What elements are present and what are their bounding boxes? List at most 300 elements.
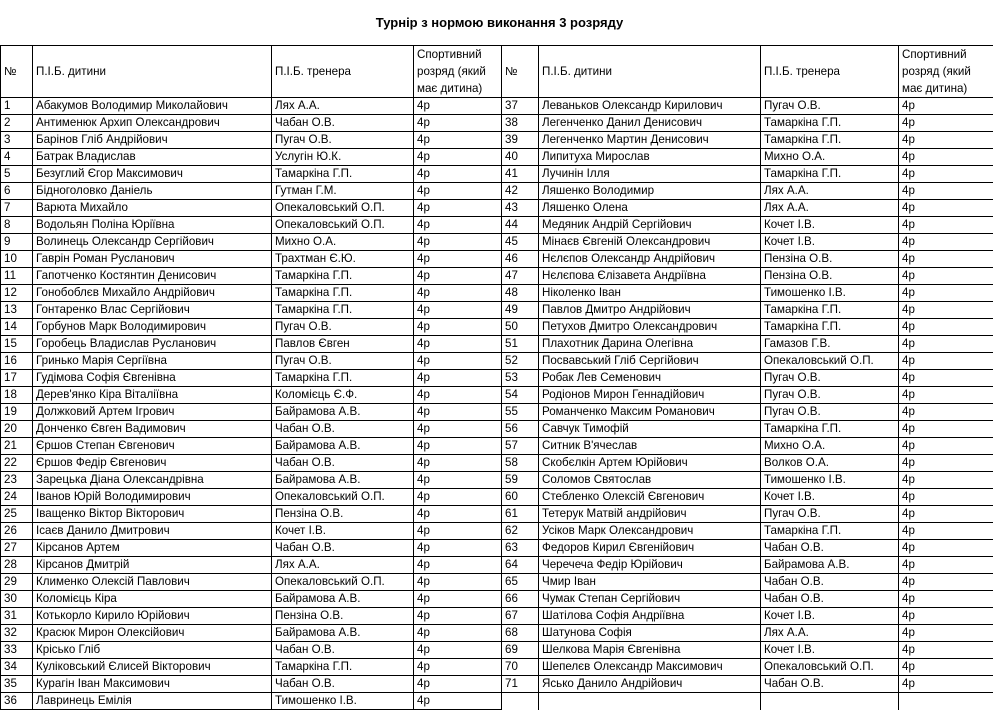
cell-rank: 4р xyxy=(414,353,502,370)
cell-rank: 4р xyxy=(899,251,993,268)
cell-rank: 4р xyxy=(899,183,993,200)
cell-coach-name: Кочет І.В. xyxy=(761,234,899,251)
table-row xyxy=(1,353,993,370)
cell-num: 41 xyxy=(502,166,539,183)
cell-num: 3 xyxy=(1,132,33,149)
cell-rank: 4р xyxy=(414,370,502,387)
cell-num: 39 xyxy=(502,132,539,149)
cell-coach-name: Чабан О.В. xyxy=(272,455,414,472)
cell-child-name: Савчук Тимофій xyxy=(539,421,761,438)
cell-rank: 4р xyxy=(414,557,502,574)
cell-coach-name: Пугач О.В. xyxy=(761,387,899,404)
cell-child-name: Легенченко Мартин Денисович xyxy=(539,132,761,149)
table-row xyxy=(1,455,993,472)
cell-num: 1 xyxy=(1,98,33,115)
cell-rank: 4р xyxy=(414,387,502,404)
cell-num: 35 xyxy=(1,676,33,693)
cell-rank: 4р xyxy=(899,574,993,591)
cell-num: 10 xyxy=(1,251,33,268)
cell-num: 31 xyxy=(1,608,33,625)
cell-num: 68 xyxy=(502,625,539,642)
cell-child-name: Іващенко Віктор Вікторович xyxy=(33,506,272,523)
cell-rank: 4р xyxy=(899,234,993,251)
cell-num: 48 xyxy=(502,285,539,302)
cell-rank: 4р xyxy=(899,302,993,319)
cell-child-name: Красюк Мирон Олексійович xyxy=(33,625,272,642)
cell-child-name: Курагін Іван Максимович xyxy=(33,676,272,693)
participants-table xyxy=(0,45,993,710)
cell-child-name: Горобець Владислав Русланович xyxy=(33,336,272,353)
cell-coach-name: Тамаркіна Г.П. xyxy=(761,319,899,336)
cell-rank: 4р xyxy=(414,149,502,166)
cell-rank: 4р xyxy=(414,540,502,557)
cell-child-name: Дерев'янко Кіра Віталіївна xyxy=(33,387,272,404)
table-row xyxy=(1,591,993,608)
cell-num: 69 xyxy=(502,642,539,659)
cell-coach-name: Пензіна О.В. xyxy=(761,251,899,268)
cell-coach-name: Чабан О.В. xyxy=(761,574,899,591)
table-row xyxy=(1,149,993,166)
cell-num: 47 xyxy=(502,268,539,285)
cell-num: 52 xyxy=(502,353,539,370)
cell-child-name: Ніколенко Іван xyxy=(539,285,761,302)
cell-num: 34 xyxy=(1,659,33,676)
header-rank: Спортивний розряд (який має дитина) xyxy=(414,46,502,98)
cell-child-name: Медяник Андрій Сергійович xyxy=(539,217,761,234)
cell-rank: 4р xyxy=(899,608,993,625)
cell-coach-name: Пензіна О.В. xyxy=(761,268,899,285)
cell-coach-name: Павлов Євген xyxy=(272,336,414,353)
cell-child-name: Скобєлкін Артем Юрійович xyxy=(539,455,761,472)
cell-child-name: Гудімова Софія Євгенівна xyxy=(33,370,272,387)
cell-rank: 4р xyxy=(899,132,993,149)
cell-coach-name: Опекаловський О.П. xyxy=(272,489,414,506)
table-row xyxy=(1,285,993,302)
header-coach: П.І.Б. тренера xyxy=(761,46,899,98)
cell-rank: 4р xyxy=(899,98,993,115)
cell-rank: 4р xyxy=(899,353,993,370)
cell-rank: 4р xyxy=(899,472,993,489)
cell-coach-name: Пугач О.В. xyxy=(272,132,414,149)
table-row xyxy=(1,183,993,200)
cell-rank: 4р xyxy=(414,234,502,251)
cell-child-name: Шепелєв Олександр Максимович xyxy=(539,659,761,676)
cell-num: 58 xyxy=(502,455,539,472)
cell-child-name: Нєлєпова Єлізавета Андріївна xyxy=(539,268,761,285)
cell-coach-name: Пугач О.В. xyxy=(761,404,899,421)
cell-num: 36 xyxy=(1,693,33,710)
cell-num: 70 xyxy=(502,659,539,676)
table-row xyxy=(1,251,993,268)
cell-rank: 4р xyxy=(414,455,502,472)
cell-num: 6 xyxy=(1,183,33,200)
cell-num: 23 xyxy=(1,472,33,489)
cell-rank: 4р xyxy=(414,489,502,506)
cell-coach-name: Пугач О.В. xyxy=(272,353,414,370)
cell-num: 16 xyxy=(1,353,33,370)
table-row xyxy=(1,489,993,506)
cell-coach-name: Гутман Г.М. xyxy=(272,183,414,200)
cell-rank: 4р xyxy=(414,608,502,625)
cell-coach-name: Лях А.А. xyxy=(761,200,899,217)
cell-child-name: Шатунова Софія xyxy=(539,625,761,642)
cell-coach-name: Михно О.А. xyxy=(272,234,414,251)
cell-coach-name: Байрамова А.В. xyxy=(761,557,899,574)
cell-rank: 4р xyxy=(414,693,502,710)
cell-coach-name: Чабан О.В. xyxy=(272,540,414,557)
cell-coach-name: Пензіна О.В. xyxy=(272,506,414,523)
cell-rank: 4р xyxy=(414,574,502,591)
header-row xyxy=(1,46,993,98)
cell-num: 54 xyxy=(502,387,539,404)
cell-rank: 4р xyxy=(899,149,993,166)
table-body xyxy=(1,98,993,710)
cell-child-name: Плахотник Дарина Олегівна xyxy=(539,336,761,353)
cell-child-name: Шатілова Софія Андріївна xyxy=(539,608,761,625)
cell-child-name: Чумак Степан Сергійович xyxy=(539,591,761,608)
cell-rank: 4р xyxy=(414,183,502,200)
cell-rank: 4р xyxy=(414,506,502,523)
cell-rank: 4р xyxy=(899,438,993,455)
cell-coach-name: Тамаркіна Г.П. xyxy=(761,523,899,540)
cell-rank: 4р xyxy=(899,625,993,642)
cell-num: 20 xyxy=(1,421,33,438)
cell-child-name: Кірсанов Артем xyxy=(33,540,272,557)
table-row xyxy=(1,98,993,115)
cell-num: 46 xyxy=(502,251,539,268)
cell-coach-name: Чабан О.В. xyxy=(272,115,414,132)
cell-coach-name: Кочет І.В. xyxy=(761,642,899,659)
cell-coach-name: Лях А.А. xyxy=(761,183,899,200)
cell-child-name: Ляшенко Володимир xyxy=(539,183,761,200)
header-coach: П.І.Б. тренера xyxy=(272,46,414,98)
cell-child-name: Нєлєпов Олександр Андрійович xyxy=(539,251,761,268)
cell-rank: 4р xyxy=(414,217,502,234)
cell-child-name: Легенченко Данил Денисович xyxy=(539,115,761,132)
cell-coach-name: Опекаловський О.П. xyxy=(272,200,414,217)
cell-coach-name: Тамаркіна Г.П. xyxy=(272,166,414,183)
cell-num: 18 xyxy=(1,387,33,404)
cell-num: 9 xyxy=(1,234,33,251)
cell-rank: 4р xyxy=(899,557,993,574)
cell-rank: 4р xyxy=(899,285,993,302)
cell-child-name: Коломієць Кіра xyxy=(33,591,272,608)
cell-child-name: Петухов Дмитро Олександрович xyxy=(539,319,761,336)
cell-coach-name: Тамаркіна Г.П. xyxy=(272,285,414,302)
cell-rank: 4р xyxy=(899,387,993,404)
cell-num: 29 xyxy=(1,574,33,591)
cell-coach-name: Пугач О.В. xyxy=(761,370,899,387)
cell-coach-name: Тамаркіна Г.П. xyxy=(272,659,414,676)
cell-rank: 4р xyxy=(414,438,502,455)
cell-rank: 4р xyxy=(899,642,993,659)
cell-child-name: Должковий Артем Ігрович xyxy=(33,404,272,421)
cell-coach-name: Тамаркіна Г.П. xyxy=(761,302,899,319)
cell-child-name: Посвавський Гліб Сергійович xyxy=(539,353,761,370)
table-row xyxy=(1,557,993,574)
cell-coach-name: Тимошенко І.В. xyxy=(761,285,899,302)
cell-rank: 4р xyxy=(414,421,502,438)
cell-coach-name: Кочет І.В. xyxy=(272,523,414,540)
cell-num: 8 xyxy=(1,217,33,234)
cell-coach-name: Пугач О.В. xyxy=(272,319,414,336)
cell-rank: 4р xyxy=(414,472,502,489)
cell-num: 42 xyxy=(502,183,539,200)
cell-num: 4 xyxy=(1,149,33,166)
cell-rank: 4р xyxy=(414,591,502,608)
cell-child-name: Черечеча Федір Юрійович xyxy=(539,557,761,574)
cell-num: 55 xyxy=(502,404,539,421)
cell-num: 12 xyxy=(1,285,33,302)
cell-child-name: Іванов Юрій Володимирович xyxy=(33,489,272,506)
cell-coach-name: Трахтман Є.Ю. xyxy=(272,251,414,268)
cell-num: 26 xyxy=(1,523,33,540)
cell-child-name: Гринько Марія Сергіївна xyxy=(33,353,272,370)
cell-child-name: Водольян Поліна Юріївна xyxy=(33,217,272,234)
cell-coach-name: Чабан О.В. xyxy=(761,591,899,608)
cell-num: 11 xyxy=(1,268,33,285)
cell-rank: 4р xyxy=(414,268,502,285)
cell-coach-name: Чабан О.В. xyxy=(761,540,899,557)
cell-rank: 4р xyxy=(899,115,993,132)
cell-child-name: Усіков Марк Олександрович xyxy=(539,523,761,540)
table-row xyxy=(1,659,993,676)
cell-rank: 4р xyxy=(899,506,993,523)
cell-child-name: Гонобоблєв Михайло Андрійович xyxy=(33,285,272,302)
cell-rank: 4р xyxy=(899,591,993,608)
cell-coach-name: Тамаркіна Г.П. xyxy=(272,370,414,387)
cell-num: 7 xyxy=(1,200,33,217)
table-row xyxy=(1,625,993,642)
cell-child-name: Куліковський Єлисей Вікторович xyxy=(33,659,272,676)
table-row xyxy=(1,540,993,557)
cell-coach-name: Услугін Ю.К. xyxy=(272,149,414,166)
cell-rank: 4р xyxy=(414,625,502,642)
table-row xyxy=(1,421,993,438)
cell-rank: 4р xyxy=(899,336,993,353)
cell-coach-name: Коломієць Є.Ф. xyxy=(272,387,414,404)
cell-coach-name: Кочет І.В. xyxy=(761,217,899,234)
cell-coach-name: Опекаловський О.П. xyxy=(761,353,899,370)
cell-child-name: Котькорло Кирило Юрійович xyxy=(33,608,272,625)
table-row xyxy=(1,336,993,353)
cell-num: 37 xyxy=(502,98,539,115)
cell-child-name: Гапотченко Костянтин Денисович xyxy=(33,268,272,285)
cell-rank: 4р xyxy=(899,523,993,540)
cell-rank: 4р xyxy=(899,370,993,387)
cell-rank: 4р xyxy=(414,302,502,319)
cell-child-name: Єршов Степан Євгенович xyxy=(33,438,272,455)
table-row xyxy=(1,268,993,285)
cell-rank: 4р xyxy=(414,166,502,183)
cell-num: 24 xyxy=(1,489,33,506)
cell-coach-name: Чабан О.В. xyxy=(272,421,414,438)
table-row xyxy=(1,608,993,625)
cell-child-name: Зарецька Діана Олександрівна xyxy=(33,472,272,489)
cell-num: 21 xyxy=(1,438,33,455)
cell-child-name: Шелкова Марія Євгенівна xyxy=(539,642,761,659)
table-row xyxy=(1,302,993,319)
table-row xyxy=(1,319,993,336)
cell-rank: 4р xyxy=(899,489,993,506)
cell-child-name: Абакумов Володимир Миколайович xyxy=(33,98,272,115)
cell-child-name: Кірсанов Дмитрій xyxy=(33,557,272,574)
cell-child-name: Варюта Михайло xyxy=(33,200,272,217)
cell-num: 67 xyxy=(502,608,539,625)
cell-rank: 4р xyxy=(414,251,502,268)
cell-child-name: Федоров Кирил Євгенійович xyxy=(539,540,761,557)
cell-child-name: Барінов Гліб Андрійович xyxy=(33,132,272,149)
table-row xyxy=(1,642,993,659)
cell-num: 40 xyxy=(502,149,539,166)
cell-num: 49 xyxy=(502,302,539,319)
cell-rank: 4р xyxy=(899,455,993,472)
cell-coach-name: Тамаркіна Г.П. xyxy=(761,166,899,183)
cell-coach-name: Пензіна О.В. xyxy=(272,608,414,625)
cell-child-name: Гаврін Роман Русланович xyxy=(33,251,272,268)
cell-rank: 4р xyxy=(414,642,502,659)
cell-child-name: Донченко Євген Вадимович xyxy=(33,421,272,438)
cell-rank: 4р xyxy=(414,336,502,353)
cell-rank: 4р xyxy=(899,404,993,421)
table-row xyxy=(1,472,993,489)
cell-child-name: Стебленко Олексій Євгенович xyxy=(539,489,761,506)
cell-coach-name: Байрамова А.В. xyxy=(272,438,414,455)
page-title: Турнір з нормою виконання 3 розряду xyxy=(376,15,623,30)
cell-rank: 4р xyxy=(414,200,502,217)
table-row xyxy=(1,200,993,217)
cell-rank: 4р xyxy=(899,319,993,336)
cell-num: 33 xyxy=(1,642,33,659)
cell-coach-name: Опекаловський О.П. xyxy=(272,574,414,591)
cell-child-name: Бідноголовко Даніель xyxy=(33,183,272,200)
cell-rank: 4р xyxy=(414,132,502,149)
cell-num: 43 xyxy=(502,200,539,217)
cell-rank: 4р xyxy=(899,659,993,676)
cell-coach-name: Чабан О.В. xyxy=(272,642,414,659)
table-row xyxy=(1,574,993,591)
table-row xyxy=(1,404,993,421)
cell-child-name: Ісаєв Данило Дмитрович xyxy=(33,523,272,540)
header-child: П.І.Б. дитини xyxy=(539,46,761,98)
cell-coach-name: Опекаловський О.П. xyxy=(272,217,414,234)
cell-coach-name: Лях А.А. xyxy=(761,625,899,642)
cell-coach-name: Байрамова А.В. xyxy=(272,625,414,642)
cell-num: 14 xyxy=(1,319,33,336)
cell-num: 27 xyxy=(1,540,33,557)
cell-rank: 4р xyxy=(899,268,993,285)
cell-child-name: Липитуха Мирослав xyxy=(539,149,761,166)
cell-child-name: Лавринець Емілія xyxy=(33,693,272,710)
cell-rank: 4р xyxy=(899,421,993,438)
cell-child-name: Горбунов Марк Володимирович xyxy=(33,319,272,336)
cell-coach-name: Пугач О.В. xyxy=(761,98,899,115)
cell-child-name: Ситник В'ячеслав xyxy=(539,438,761,455)
cell-num: 2 xyxy=(1,115,33,132)
table-row xyxy=(1,217,993,234)
cell-coach-name: Лях А.А. xyxy=(272,557,414,574)
cell-rank: 4р xyxy=(899,200,993,217)
cell-child-name: Клименко Олексій Павлович xyxy=(33,574,272,591)
cell-child-name: Соломов Святослав xyxy=(539,472,761,489)
cell-num: 65 xyxy=(502,574,539,591)
cell-coach-name: Байрамова А.В. xyxy=(272,591,414,608)
cell-num: 19 xyxy=(1,404,33,421)
cell-num: 50 xyxy=(502,319,539,336)
cell-child-name: Безуглий Єгор Максимович xyxy=(33,166,272,183)
cell-num: 15 xyxy=(1,336,33,353)
cell-rank: 4р xyxy=(414,404,502,421)
header-rank: Спортивний розряд (який має дитина) xyxy=(899,46,993,98)
header-child: П.І.Б. дитини xyxy=(33,46,272,98)
cell-coach-name: Тимошенко І.В. xyxy=(272,693,414,710)
title-row xyxy=(0,0,993,45)
cell-num: 13 xyxy=(1,302,33,319)
cell-child-name: Антименюк Архип Олександрович xyxy=(33,115,272,132)
cell-num: 56 xyxy=(502,421,539,438)
cell-rank: 4р xyxy=(414,523,502,540)
table-row xyxy=(1,234,993,251)
cell-child-name: Чмир Іван xyxy=(539,574,761,591)
cell-child-name: Ляшенко Олена xyxy=(539,200,761,217)
cell-child-name: Гонтаренко Влас Сергійович xyxy=(33,302,272,319)
cell-coach-name: Лях А.А. xyxy=(272,98,414,115)
cell-rank: 4р xyxy=(414,115,502,132)
cell-num: 32 xyxy=(1,625,33,642)
cell-num: 63 xyxy=(502,540,539,557)
cell-num: 62 xyxy=(502,523,539,540)
cell-num: 51 xyxy=(502,336,539,353)
cell-child-name: Романченко Максим Романович xyxy=(539,404,761,421)
cell-num: 64 xyxy=(502,557,539,574)
cell-child-name: Робак Лев Семенович xyxy=(539,370,761,387)
cell-num: 22 xyxy=(1,455,33,472)
cell-rank: 4р xyxy=(414,659,502,676)
cell-coach-name: Байрамова А.В. xyxy=(272,472,414,489)
cell-num: 71 xyxy=(502,676,539,693)
cell-coach-name: Пугач О.В. xyxy=(761,506,899,523)
cell-coach-name: Кочет І.В. xyxy=(761,608,899,625)
cell-child-name: Павлов Дмитро Андрійович xyxy=(539,302,761,319)
table-row xyxy=(1,387,993,404)
table-row xyxy=(1,506,993,523)
cell-num: 5 xyxy=(1,166,33,183)
cell-coach-name: Тамаркіна Г.П. xyxy=(272,302,414,319)
cell-child-name: Тетерук Матвій андрійович xyxy=(539,506,761,523)
cell-rank: 4р xyxy=(899,676,993,693)
cell-coach-name: Тамаркіна Г.П. xyxy=(272,268,414,285)
cell-num: 60 xyxy=(502,489,539,506)
cell-coach-name: Тимошенко І.В. xyxy=(761,472,899,489)
table-row xyxy=(1,166,993,183)
cell-rank: 4р xyxy=(899,540,993,557)
cell-coach-name: Байрамова А.В. xyxy=(272,404,414,421)
cell-rank: 4р xyxy=(414,676,502,693)
cell-rank: 4р xyxy=(414,98,502,115)
cell-num: 25 xyxy=(1,506,33,523)
table-row xyxy=(1,438,993,455)
cell-child-name: Батрак Владислав xyxy=(33,149,272,166)
table-row xyxy=(1,132,993,149)
cell-num: 17 xyxy=(1,370,33,387)
cell-child-name: Волинець Олександр Сергійович xyxy=(33,234,272,251)
cell-num: 61 xyxy=(502,506,539,523)
cell-rank: 4р xyxy=(414,319,502,336)
cell-num: 57 xyxy=(502,438,539,455)
cell-coach-name: Тамаркіна Г.П. xyxy=(761,132,899,149)
cell-num: 28 xyxy=(1,557,33,574)
table-row xyxy=(1,676,993,693)
